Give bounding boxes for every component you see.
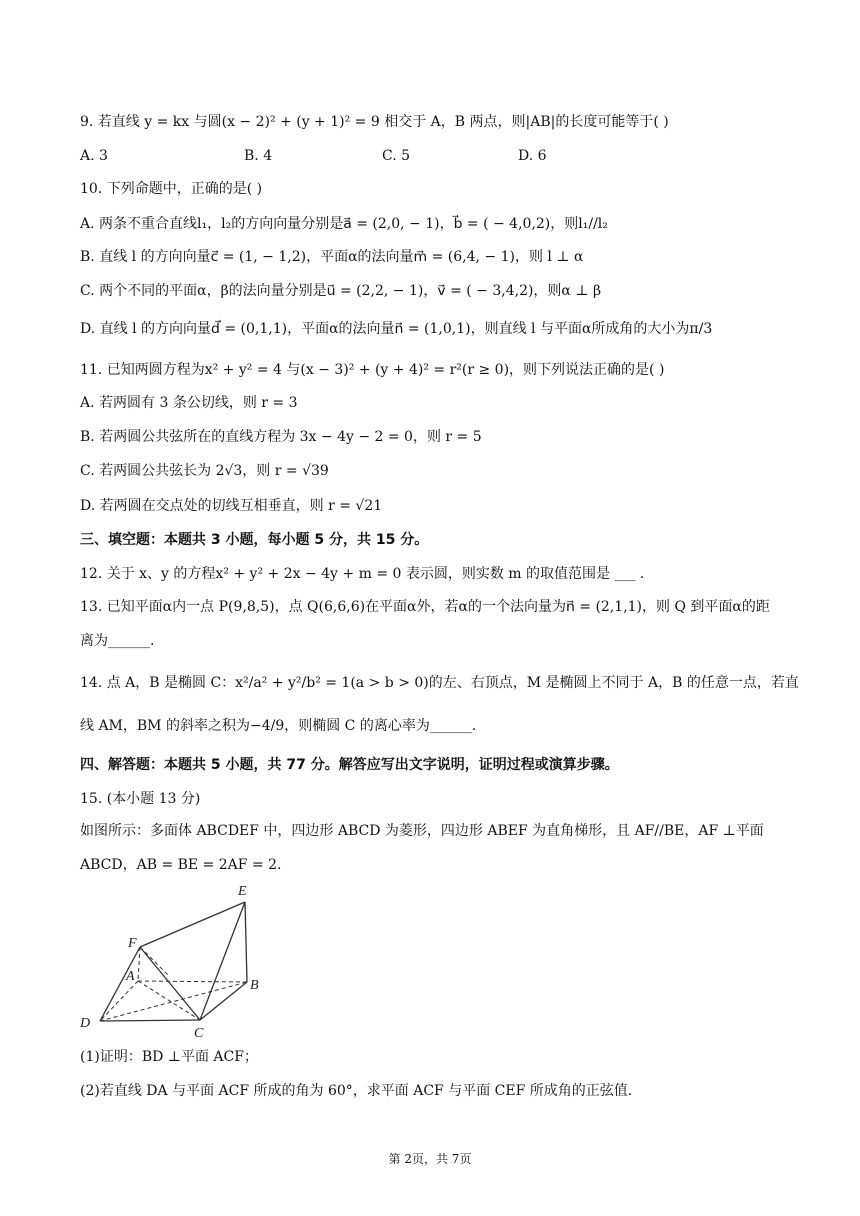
q9-option-d: D. 6 <box>518 148 547 164</box>
q11-option-a: A. 若两圆有 3 条公切线，则 r = 3 <box>80 395 298 411</box>
q10-option-c: C. 两个不同的平面α，β的法向量分别是u⃗ = (2,2, − 1)，v⃗ = ( − 3,4,2)，则α ⊥ β <box>80 283 602 299</box>
figure-label-b: B <box>250 978 259 993</box>
q14-line1: 14. 点 A，B 是椭圆 C：x²/a² + y²/b² = 1(a > b > 0)的左、右顶点，M 是椭圆上不同于 A，B 的任意一点，若直 <box>80 675 799 691</box>
q15-part2: (2)若直线 DA 与平面 ACF 所成的角为 60°，求平面 ACF 与平面 CEF 所成角的正弦值. <box>80 1083 633 1099</box>
q12-text: 12. 关于 x、y 的方程x² + y² + 2x − 4y + m = 0 表示圆，则实数 m 的取值范围是 ___ . <box>80 566 645 582</box>
q13-line1: 13. 已知平面α内一点 P(9,8,5)，点 Q(6,6,6)在平面α外，若α的一个法向量为n⃗ = (2,1,1)，则 Q 到平面α的距 <box>80 599 770 615</box>
q10-option-b: B. 直线 l 的方向向量c⃗ = (1, − 1,2)，平面α的法向量m⃗ = (6,4, − 1)，则 l ⊥ α <box>80 249 584 265</box>
q9-option-a: A. 3 <box>80 148 108 164</box>
q13-line2: 离为______. <box>80 633 155 649</box>
q11-stem: 11. 已知两圆方程为x² + y² = 4 与(x − 3)² + (y + 4)² = r²(r ≥ 0)，则下列说法正确的是( ) <box>80 362 665 378</box>
page-footer: 第 2页，共 7页 <box>388 1152 472 1166</box>
q10-option-a: A. 两条不重合直线l₁，l₂的方向向量分别是a⃗ = (2,0, − 1)，b⃗ = ( − 4,0,2)，则l₁//l₂ <box>80 216 608 232</box>
q9-option-c: C. 5 <box>382 148 411 164</box>
q10-stem: 10. 下列命题中，正确的是( ) <box>80 181 263 197</box>
q11-option-d: D. 若两圆在交点处的切线互相垂直，则 r = √21 <box>80 498 383 514</box>
figure-label-a: A <box>126 969 135 984</box>
section-fill-in-heading: 三、填空题：本题共 3 小题，每小题 5 分，共 15 分。 <box>80 532 429 548</box>
section-solution-heading: 四、解答题：本题共 5 小题，共 77 分。解答应写出文字说明，证明过程或演算步骤。 <box>80 757 619 773</box>
polyhedron-figure <box>70 875 300 1045</box>
q10-option-d: D. 直线 l 的方向向量d⃗ = (0,1,1)，平面α的法向量n⃗ = (1,0,1)，则直线 l 与平面α所成角的大小为π/3 <box>80 321 713 337</box>
figure-label-e: E <box>238 884 247 899</box>
q9-option-b: B. 4 <box>244 148 273 164</box>
q15-line1: 如图所示：多面体 ABCDEF 中，四边形 ABCD 为菱形，四边形 ABEF 为直角梯形，且 AF//BE，AF ⊥平面 <box>80 823 764 839</box>
q14-line2: 线 AM，BM 的斜率之积为−4/9，则椭圆 C 的离心率为______. <box>80 718 477 734</box>
q9-stem: 9. 若直线 y = kx 与圆(x − 2)² + (y + 1)² = 9 相交于 A，B 两点，则|AB|的长度可能等于( ) <box>80 114 669 130</box>
q15-line2: ABCD，AB = BE = 2AF = 2. <box>80 857 282 873</box>
figure-label-f: F <box>128 936 137 951</box>
q15-part1: (1)证明：BD ⊥平面 ACF； <box>80 1049 258 1065</box>
q15-header: 15. (本小题 13 分) <box>80 791 201 807</box>
figure-label-c: C <box>194 1026 204 1041</box>
q11-option-c: C. 若两圆公共弦长为 2√3，则 r = √39 <box>80 463 329 479</box>
figure-label-d: D <box>80 1016 91 1031</box>
q11-option-b: B. 若两圆公共弦所在的直线方程为 3x − 4y − 2 = 0，则 r = 5 <box>80 429 482 445</box>
